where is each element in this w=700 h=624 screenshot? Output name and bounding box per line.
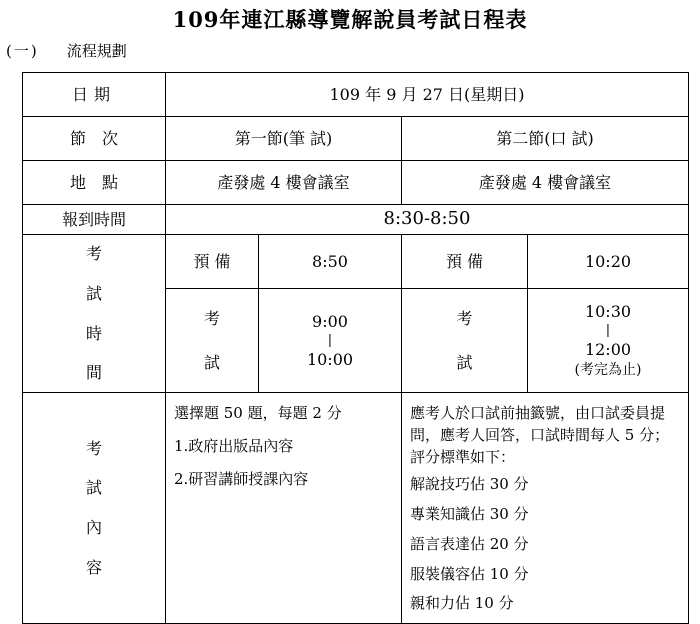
row-content xyxy=(23,393,689,624)
date-value: 109 年 9 月 27 日(星期日) xyxy=(166,73,689,117)
exam-time-label xyxy=(23,235,166,393)
document-title: 109年連江縣導覽解說員考試日程表 xyxy=(172,7,528,32)
section-heading xyxy=(6,40,127,61)
exam-label-char: 試 xyxy=(203,352,220,372)
prep-time-2: 10:20 xyxy=(528,235,689,289)
exam-end-1: 10:00 xyxy=(306,349,354,369)
exam-label-2 xyxy=(402,289,528,393)
row-prep xyxy=(23,235,689,289)
exam-note-2: (考完為止) xyxy=(574,361,642,378)
written-content xyxy=(166,393,402,624)
prep-label-1: 預 備 xyxy=(166,235,259,289)
row-report-time xyxy=(23,205,689,235)
written-line: 1.政府出版品內容 xyxy=(174,437,294,455)
content-label-char: 容 xyxy=(85,557,102,577)
content-label-char: 內 xyxy=(85,518,102,537)
oral-criterion: 服裝儀容佔 10 分 xyxy=(410,564,529,583)
exam-end-2: 12:00 xyxy=(584,340,632,360)
row-location xyxy=(23,161,689,205)
date-label: 日期 xyxy=(23,73,166,117)
exam-time-char: 考 xyxy=(85,244,102,264)
location-label: 地 點 xyxy=(23,161,166,205)
prep-label-2: 預 備 xyxy=(402,235,528,289)
exam-label-char: 考 xyxy=(456,308,473,328)
row-date xyxy=(23,73,689,117)
report-label: 報到時間 xyxy=(23,205,166,235)
exam-label-char: 試 xyxy=(456,352,473,372)
schedule-table xyxy=(22,72,689,624)
oral-content xyxy=(402,393,689,624)
oral-criterion: 解說技巧佔 30 分 xyxy=(410,475,529,494)
row-session xyxy=(23,117,689,161)
oral-criterion: 專業知識佔 30 分 xyxy=(410,505,529,523)
session-label: 節 次 xyxy=(23,117,166,161)
exam-time-char: 試 xyxy=(85,283,102,303)
exam-start-2: 10:30 xyxy=(584,302,632,322)
location-1: 產發處 4 樓會議室 xyxy=(166,161,402,205)
exam-time-2 xyxy=(528,289,689,393)
exam-time-char: 時 xyxy=(85,323,102,343)
separator-bar: | xyxy=(605,323,611,339)
section-number: (一) xyxy=(6,42,39,60)
written-line: 選擇題 50 題，每題 2 分 xyxy=(174,404,342,422)
location-2: 產發處 4 樓會議室 xyxy=(402,161,689,205)
written-line: 2.研習講師授課內容 xyxy=(174,470,309,488)
content-label-char: 考 xyxy=(85,438,102,458)
oral-criterion: 語言表達佔 20 分 xyxy=(410,534,529,553)
session-1: 第一節(筆 試) xyxy=(166,117,402,161)
section-label: 流程規劃 xyxy=(66,42,127,60)
session-2: 第二節(口 試) xyxy=(402,117,689,161)
oral-criterion: 親和力佔 10 分 xyxy=(410,594,514,613)
exam-start-1: 9:00 xyxy=(312,311,348,331)
exam-label-char: 考 xyxy=(203,308,220,328)
oral-intro: 應考人於口試前抽籤號，由口試委員提問，應考人回答，口試時間每人 5 分；評分標準如下： xyxy=(410,404,670,466)
prep-time-1: 8:50 xyxy=(259,235,402,289)
exam-label-1 xyxy=(166,289,259,393)
exam-time-char: 間 xyxy=(85,363,102,383)
exam-time-1 xyxy=(259,289,402,393)
content-label xyxy=(23,393,166,624)
separator-bar: | xyxy=(327,332,333,348)
report-value: 8:30-8:50 xyxy=(166,205,689,235)
content-label-char: 試 xyxy=(85,478,102,498)
